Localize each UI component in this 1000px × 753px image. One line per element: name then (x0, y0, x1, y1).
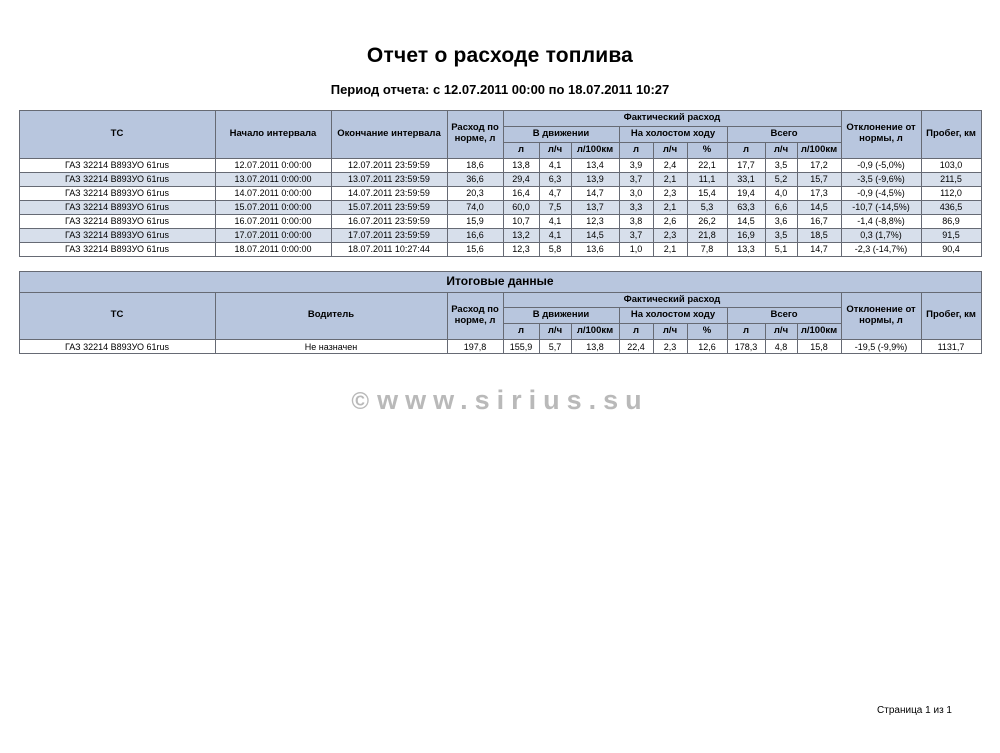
table-row (19, 172, 981, 186)
cell-tot-l: 16,9 (727, 228, 765, 242)
cell-mov-l100: 12,3 (571, 214, 619, 228)
cell-driver: Не назначен (215, 340, 447, 354)
cell-mov-lh: 5,7 (539, 340, 571, 354)
cell-mov-lh: 4,7 (539, 186, 571, 200)
cell-idle-pct: 21,8 (687, 228, 727, 242)
cell-ts: ГАЗ 32214 В893УО 61rus (19, 172, 215, 186)
cell-norm: 16,6 (447, 228, 503, 242)
col-deviation: Отклонение от нормы, л (841, 111, 921, 159)
cell-start: 16.07.2011 0:00:00 (215, 214, 331, 228)
col-mileage: Пробег, км (921, 111, 981, 159)
cell-mileage: 436,5 (921, 200, 981, 214)
cell-ts: ГАЗ 32214 В893УО 61rus (19, 340, 215, 354)
cell-norm: 15,6 (447, 242, 503, 256)
cell-mov-l100: 13,9 (571, 172, 619, 186)
cell-mileage: 1131,7 (921, 340, 981, 354)
cell-mov-l: 155,9 (503, 340, 539, 354)
col-idle-pct: % (687, 324, 727, 340)
table-row (19, 242, 981, 256)
col-moving-l: л (503, 324, 539, 340)
cell-tot-l100: 14,7 (797, 242, 841, 256)
cell-mileage: 90,4 (921, 242, 981, 256)
cell-ts: ГАЗ 32214 В893УО 61rus (19, 242, 215, 256)
cell-idle-lh: 2,3 (653, 340, 687, 354)
cell-mov-lh: 4,1 (539, 158, 571, 172)
col-interval-end: Окончание интервала (331, 111, 447, 159)
cell-tot-lh: 5,1 (765, 242, 797, 256)
cell-mileage: 103,0 (921, 158, 981, 172)
col-idle-l: л (619, 142, 653, 158)
col-ts: ТС (19, 111, 215, 159)
cell-ts: ГАЗ 32214 В893УО 61rus (19, 158, 215, 172)
table-row (19, 158, 981, 172)
cell-ts: ГАЗ 32214 В893УО 61rus (19, 228, 215, 242)
col-moving-l100km: л/100км (571, 142, 619, 158)
cell-start: 14.07.2011 0:00:00 (215, 186, 331, 200)
col-total: Всего (727, 126, 841, 142)
cell-end: 17.07.2011 23:59:59 (331, 228, 447, 242)
cell-mov-lh: 4,1 (539, 214, 571, 228)
cell-start: 13.07.2011 0:00:00 (215, 172, 331, 186)
cell-end: 13.07.2011 23:59:59 (331, 172, 447, 186)
cell-mov-l100: 14,5 (571, 228, 619, 242)
cell-idle-l: 3,3 (619, 200, 653, 214)
cell-tot-l100: 14,5 (797, 200, 841, 214)
cell-deviation: -10,7 (-14,5%) (841, 200, 921, 214)
cell-mov-lh: 7,5 (539, 200, 571, 214)
col-interval-start: Начало интервала (215, 111, 331, 159)
cell-deviation: -0,9 (-5,0%) (841, 158, 921, 172)
col-ts: ТС (19, 292, 215, 340)
totals-caption-row (19, 271, 981, 292)
cell-mov-l100: 14,7 (571, 186, 619, 200)
col-actual-consumption: Фактический расход (503, 111, 841, 127)
cell-tot-l100: 17,2 (797, 158, 841, 172)
cell-tot-l100: 16,7 (797, 214, 841, 228)
cell-tot-lh: 3,5 (765, 228, 797, 242)
cell-mov-l: 13,8 (503, 158, 539, 172)
cell-deviation: -1,4 (-8,8%) (841, 214, 921, 228)
cell-tot-l100: 18,5 (797, 228, 841, 242)
cell-deviation: -2,3 (-14,7%) (841, 242, 921, 256)
cell-tot-lh: 3,6 (765, 214, 797, 228)
cell-ts: ГАЗ 32214 В893УО 61rus (19, 214, 215, 228)
cell-end: 16.07.2011 23:59:59 (331, 214, 447, 228)
col-idle-pct: % (687, 142, 727, 158)
cell-tot-lh: 5,2 (765, 172, 797, 186)
cell-tot-l100: 17,3 (797, 186, 841, 200)
col-deviation: Отклонение от нормы, л (841, 292, 921, 340)
col-moving: В движении (503, 126, 619, 142)
cell-norm: 197,8 (447, 340, 503, 354)
totals-table-wrapper (0, 271, 1000, 355)
cell-idle-pct: 7,8 (687, 242, 727, 256)
col-actual-consumption: Фактический расход (503, 292, 841, 308)
cell-norm: 20,3 (447, 186, 503, 200)
cell-start: 17.07.2011 0:00:00 (215, 228, 331, 242)
cell-mileage: 211,5 (921, 172, 981, 186)
main-table-wrapper (0, 110, 1000, 257)
cell-mov-lh: 4,1 (539, 228, 571, 242)
col-moving-l100km: л/100км (571, 324, 619, 340)
cell-tot-l: 178,3 (727, 340, 765, 354)
cell-idle-l: 22,4 (619, 340, 653, 354)
cell-norm: 18,6 (447, 158, 503, 172)
col-total-lh: л/ч (765, 324, 797, 340)
cell-mov-l: 10,7 (503, 214, 539, 228)
cell-end: 18.07.2011 10:27:44 (331, 242, 447, 256)
col-driver: Водитель (215, 292, 447, 340)
col-moving-l: л (503, 142, 539, 158)
cell-norm: 36,6 (447, 172, 503, 186)
col-idle-l: л (619, 324, 653, 340)
col-total-l: л (727, 324, 765, 340)
col-total-l100km: л/100км (797, 142, 841, 158)
copyright-icon: © (351, 388, 370, 415)
cell-tot-l: 17,7 (727, 158, 765, 172)
cell-norm: 74,0 (447, 200, 503, 214)
table-row (19, 200, 981, 214)
cell-mov-lh: 6,3 (539, 172, 571, 186)
cell-deviation: -0,9 (-4,5%) (841, 186, 921, 200)
col-idle-lh: л/ч (653, 142, 687, 158)
cell-tot-l100: 15,7 (797, 172, 841, 186)
col-idle-lh: л/ч (653, 324, 687, 340)
cell-idle-l: 3,9 (619, 158, 653, 172)
cell-tot-l: 14,5 (727, 214, 765, 228)
cell-tot-l100: 15,8 (797, 340, 841, 354)
cell-tot-l: 33,1 (727, 172, 765, 186)
table-row (19, 186, 981, 200)
report-page (0, 44, 1000, 753)
cell-mileage: 86,9 (921, 214, 981, 228)
cell-tot-l: 63,3 (727, 200, 765, 214)
col-moving-lh: л/ч (539, 142, 571, 158)
cell-start: 12.07.2011 0:00:00 (215, 158, 331, 172)
cell-mov-l100: 13,8 (571, 340, 619, 354)
cell-mileage: 91,5 (921, 228, 981, 242)
col-idle: На холостом ходу (619, 308, 727, 324)
cell-tot-l: 19,4 (727, 186, 765, 200)
cell-ts: ГАЗ 32214 В893УО 61rus (19, 186, 215, 200)
cell-idle-l: 3,8 (619, 214, 653, 228)
col-total: Всего (727, 308, 841, 324)
cell-mov-l: 60,0 (503, 200, 539, 214)
fuel-consumption-table (19, 110, 982, 257)
cell-idle-lh: 2,1 (653, 200, 687, 214)
col-norm-consumption: Расход по норме, л (447, 292, 503, 340)
col-idle: На холостом ходу (619, 126, 727, 142)
cell-deviation: -3,5 (-9,6%) (841, 172, 921, 186)
cell-idle-lh: 2,3 (653, 186, 687, 200)
cell-idle-lh: 2,3 (653, 228, 687, 242)
cell-idle-pct: 11,1 (687, 172, 727, 186)
cell-idle-pct: 26,2 (687, 214, 727, 228)
cell-start: 15.07.2011 0:00:00 (215, 200, 331, 214)
cell-idle-lh: 2,1 (653, 242, 687, 256)
cell-mov-l: 29,4 (503, 172, 539, 186)
cell-end: 15.07.2011 23:59:59 (331, 200, 447, 214)
cell-deviation: -19,5 (-9,9%) (841, 340, 921, 354)
cell-mileage: 112,0 (921, 186, 981, 200)
cell-mov-l: 12,3 (503, 242, 539, 256)
cell-idle-l: 3,7 (619, 228, 653, 242)
col-norm-consumption: Расход по норме, л (447, 111, 503, 159)
col-total-lh: л/ч (765, 142, 797, 158)
col-total-l: л (727, 142, 765, 158)
cell-tot-l: 13,3 (727, 242, 765, 256)
cell-idle-l: 3,0 (619, 186, 653, 200)
cell-tot-lh: 3,5 (765, 158, 797, 172)
cell-idle-pct: 5,3 (687, 200, 727, 214)
cell-mov-lh: 5,8 (539, 242, 571, 256)
col-mileage: Пробег, км (921, 292, 981, 340)
totals-header-row-1 (19, 292, 981, 308)
cell-tot-lh: 4,0 (765, 186, 797, 200)
watermark (0, 385, 1000, 416)
col-total-l100km: л/100км (797, 324, 841, 340)
cell-tot-lh: 6,6 (765, 200, 797, 214)
cell-idle-lh: 2,1 (653, 172, 687, 186)
page-number: Страница 1 из 1 (877, 705, 952, 716)
page-title: Отчет о расходе топлива (366, 44, 634, 67)
cell-end: 14.07.2011 23:59:59 (331, 186, 447, 200)
cell-idle-pct: 15,4 (687, 186, 727, 200)
cell-mov-l100: 13,7 (571, 200, 619, 214)
cell-mov-l: 13,2 (503, 228, 539, 242)
table-row (19, 228, 981, 242)
table-row (19, 214, 981, 228)
cell-ts: ГАЗ 32214 В893УО 61rus (19, 200, 215, 214)
cell-mov-l100: 13,6 (571, 242, 619, 256)
cell-norm: 15,9 (447, 214, 503, 228)
col-moving: В движении (503, 308, 619, 324)
cell-idle-lh: 2,4 (653, 158, 687, 172)
cell-deviation: 0,3 (1,7%) (841, 228, 921, 242)
cell-mov-l100: 13,4 (571, 158, 619, 172)
cell-idle-pct: 22,1 (687, 158, 727, 172)
cell-start: 18.07.2011 0:00:00 (215, 242, 331, 256)
cell-idle-lh: 2,6 (653, 214, 687, 228)
totals-caption: Итоговые данные (19, 271, 981, 292)
table-header-row-1 (19, 111, 981, 127)
report-period: Период отчета: с 12.07.2011 00:00 по 18.07.2011 10:27 (330, 82, 670, 97)
table-row (19, 340, 981, 354)
col-moving-lh: л/ч (539, 324, 571, 340)
totals-table (19, 271, 982, 355)
cell-idle-pct: 12,6 (687, 340, 727, 354)
cell-idle-l: 1,0 (619, 242, 653, 256)
cell-idle-l: 3,7 (619, 172, 653, 186)
cell-tot-lh: 4,8 (765, 340, 797, 354)
watermark-text: www.sirius.su (377, 385, 649, 415)
cell-end: 12.07.2011 23:59:59 (331, 158, 447, 172)
cell-mov-l: 16,4 (503, 186, 539, 200)
